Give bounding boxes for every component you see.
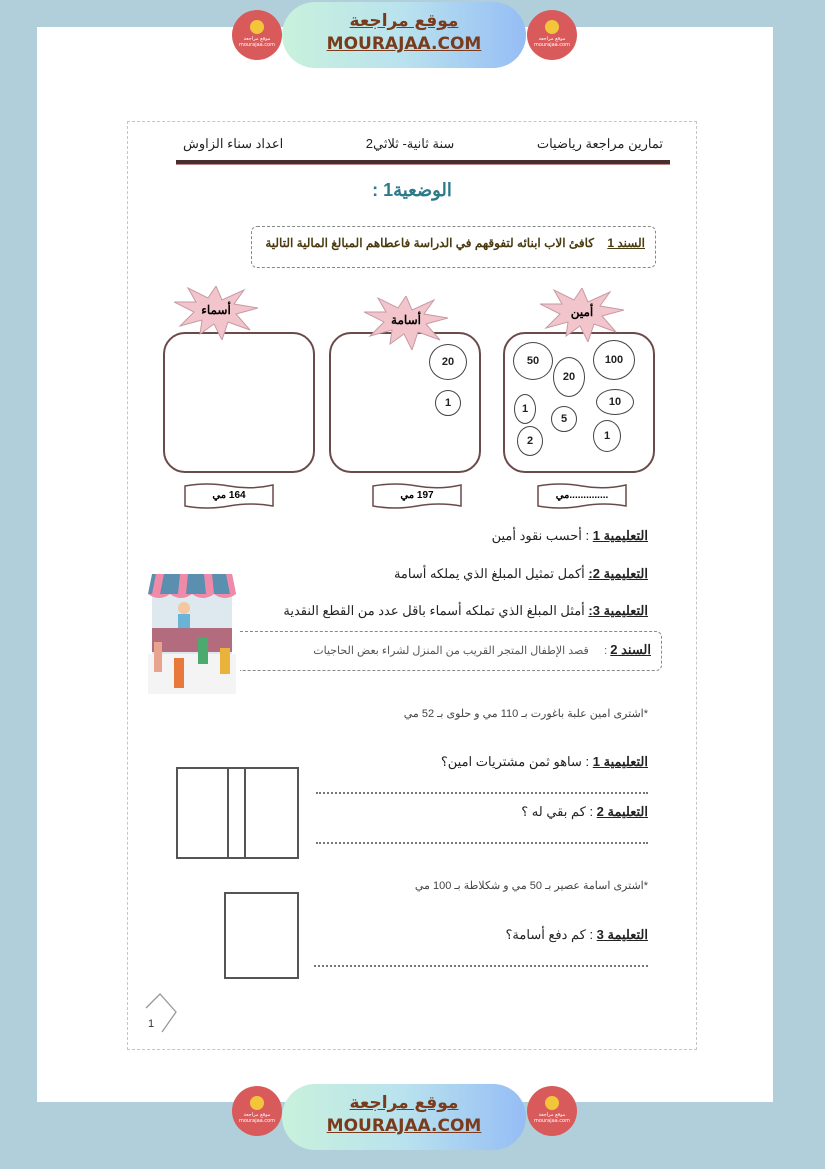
amine-name-star xyxy=(540,288,624,342)
answer-box[interactable] xyxy=(227,767,299,859)
watermark-badge-right xyxy=(527,10,577,60)
watermark-banner-bottom[interactable] xyxy=(282,1084,526,1150)
instruction-label: التعليمة 3 xyxy=(596,927,648,942)
osama-name: أسامة xyxy=(391,313,421,327)
logo-icon xyxy=(545,20,559,34)
separator: : xyxy=(585,804,597,819)
logo-icon xyxy=(250,20,264,34)
header-author: اعداد سناء الزاوش xyxy=(183,136,284,151)
coin: 20 xyxy=(553,357,585,397)
coin: 50 xyxy=(513,342,553,380)
osama-name-star xyxy=(364,296,448,350)
amine-money-box xyxy=(503,332,655,473)
badge-text: mourajaa.com xyxy=(238,1118,275,1124)
purchase-note-2: *اشترى اسامة عصير بـ 50 مي و شكلاطة بـ 100 مي xyxy=(414,880,648,892)
coin: 5 xyxy=(551,406,577,432)
logo-icon xyxy=(545,1096,559,1110)
badge-text: mourajaa.com xyxy=(533,1118,570,1124)
watermark-english: MOURAJAA.COM xyxy=(326,1116,482,1136)
asmaa-money-box xyxy=(163,332,315,473)
coin: 100 xyxy=(593,340,635,380)
watermark-english: MOURAJAA.COM xyxy=(326,34,482,54)
separator: : xyxy=(581,528,593,543)
page-number: 1 xyxy=(148,1018,155,1030)
header-subject: تمارين مراجعة رياضيات xyxy=(536,136,663,151)
separator: : xyxy=(601,645,611,657)
coin: 2 xyxy=(517,426,543,456)
osama-money-box xyxy=(329,332,481,473)
sanad-1-box xyxy=(251,226,656,268)
watermark-badge-left xyxy=(232,10,282,60)
instruction-text: كم دفع أسامة؟ xyxy=(505,927,586,942)
osama-total: 197 مي xyxy=(400,490,434,501)
instruction-2-1 xyxy=(441,754,648,770)
sanad-2-box xyxy=(240,631,662,671)
header-divider xyxy=(176,160,670,165)
answer-line[interactable] xyxy=(316,792,648,794)
shop-illustration xyxy=(144,574,240,714)
instruction-text: أكمل تمثيل المبلغ الذي يملكه أسامة xyxy=(393,566,585,581)
page-number-marker xyxy=(142,990,182,1038)
logo-icon xyxy=(250,1096,264,1110)
instruction-text: أمثل المبلغ الذي تملكه أسماء باقل عدد من القطع النقدية xyxy=(283,603,585,618)
coin: 20 xyxy=(429,344,467,380)
worksheet xyxy=(127,121,697,1050)
instruction-label: التعليمية 3: xyxy=(588,603,648,618)
watermark-badge-right-bottom xyxy=(527,1086,577,1136)
instruction-1-3 xyxy=(283,603,648,619)
coin: 1 xyxy=(593,420,621,452)
sanad-1-label: السند 1 xyxy=(607,236,645,250)
asmaa-total-flag xyxy=(183,482,275,509)
badge-text: mourajaa.com xyxy=(238,42,275,48)
purchase-note-1: *اشترى امين علبة باغورت بـ 110 مي و حلوى بـ 52 مي xyxy=(403,708,648,720)
amine-name: أمين xyxy=(570,305,594,319)
sanad-2-text: قصد الإطفال المتجر القريب من المنزل لشراء بعض الحاجيات xyxy=(313,645,589,657)
amine-total-flag xyxy=(536,482,628,509)
asmaa-total: 164 مي xyxy=(212,490,246,501)
coin: 10 xyxy=(596,389,634,415)
answer-box[interactable] xyxy=(224,892,299,979)
separator: : xyxy=(581,754,593,769)
instruction-text: ساهو ثمن مشتريات امين؟ xyxy=(440,754,582,769)
badge-text: موقع مراجعة xyxy=(538,36,566,42)
asmaa-name: أسماء xyxy=(201,303,231,317)
coin: 1 xyxy=(435,390,461,416)
badge-text: mourajaa.com xyxy=(533,42,570,48)
instruction-label: التعليمية 2: xyxy=(588,566,648,581)
separator: : xyxy=(585,927,597,942)
watermark-arabic: موقع مراجعة xyxy=(349,1093,459,1113)
instruction-3-1 xyxy=(506,927,648,943)
watermark-arabic: موقع مراجعة xyxy=(349,11,459,31)
osama-total-flag xyxy=(371,482,463,509)
asmaa-name-star xyxy=(174,286,258,340)
instruction-label: التعليمية 1 xyxy=(592,754,648,769)
amine-total[interactable]: ..............مي xyxy=(555,490,609,501)
coin: 1 xyxy=(514,394,536,424)
situation-title: الوضعية1 : xyxy=(372,180,452,200)
instruction-label: التعليمية 1 xyxy=(592,528,648,543)
instruction-1-2 xyxy=(394,566,648,582)
instruction-text: كم بقي له ؟ xyxy=(521,804,586,819)
watermark-banner-top[interactable] xyxy=(282,2,526,68)
instruction-1-1 xyxy=(492,528,648,544)
badge-text: موقع مراجعة xyxy=(538,1112,566,1118)
instruction-text: أحسب نقود أمين xyxy=(491,528,582,543)
instruction-label: التعليمة 2 xyxy=(596,804,648,819)
answer-line[interactable] xyxy=(316,842,648,844)
badge-text: موقع مراجعة xyxy=(243,36,271,42)
worksheet-header xyxy=(183,136,663,152)
sanad-2-label: السند 2 xyxy=(610,642,651,657)
badge-text: موقع مراجعة xyxy=(243,1112,271,1118)
sanad-1-text: كافئ الاب ابنائه لتفوقهم في الدراسة فاعطاهم المبالغ المالية التالية xyxy=(265,236,594,250)
answer-line[interactable] xyxy=(314,965,648,967)
header-level: سنة ثانية- ثلاثي2 xyxy=(365,136,455,151)
watermark-badge-left-bottom xyxy=(232,1086,282,1136)
instruction-2-2 xyxy=(521,804,648,820)
